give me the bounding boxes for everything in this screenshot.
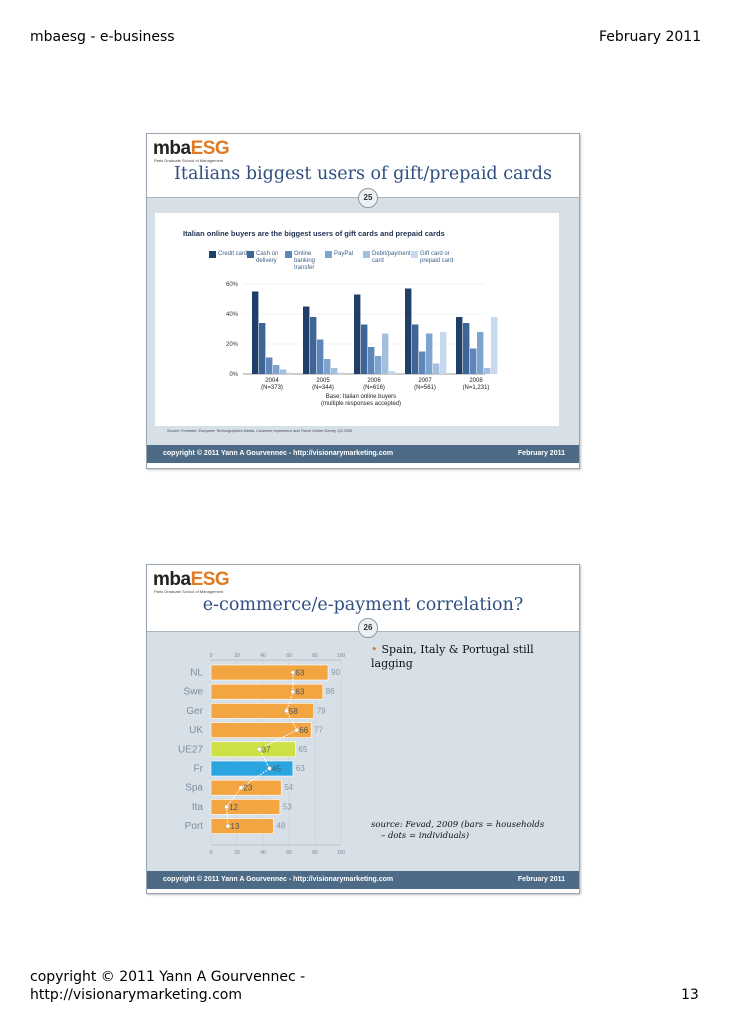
bar-value-label: 53 [282,802,292,812]
slide-title: e-commerce/e-payment correlation? [202,595,524,615]
bar [331,368,337,374]
slide-25 [146,133,580,469]
bar [412,325,418,375]
bar-chart [155,213,559,426]
bar [491,317,497,374]
chart-source: Source: Forrester, European Technographics Media, Customer experience and Travel Online Survey, Q3 2008 [167,429,353,433]
individuals-dot [291,671,295,675]
bar [368,347,374,374]
x-tick-label: 2008 [469,378,483,384]
slide-footer-date: February 2011 [517,876,565,883]
mbaesg-logo [153,569,229,593]
horizontal-bar-chart [147,631,377,871]
slide-footer [147,445,579,463]
x-tick-label: 80 [312,653,318,659]
individuals-dot [239,786,243,790]
x-tick-sublabel: (N=373) [261,385,283,391]
x-tick-label: 40 [260,653,266,659]
legend-label: Cash on delivery [256,251,279,264]
y-tick-label: 20% [225,342,238,348]
page-footer-copyright [30,968,305,1004]
bar [211,819,273,834]
bar-value-label: 86 [325,687,335,697]
bar [375,356,381,374]
category-label: Swe [183,686,203,698]
bullet-text: Spain, Italy & Portugal still lagging [371,643,534,670]
bar [266,358,272,375]
page-header-left: mbaesg - e-business [30,29,175,45]
x-tick-sublabel: (N=616) [363,385,385,391]
dot-value-label: 45 [272,764,281,774]
x-tick-label: 60 [286,653,292,659]
logo-tagline: Paris Graduate School of Management [154,158,224,163]
chart-note: Base: Italian online buyers [325,394,397,400]
legend-label: Gift card or prepaid card [420,251,454,264]
bar [484,368,490,374]
logo-mba: mba [153,569,191,590]
bar [211,665,328,680]
x-tick-label: 20 [234,653,240,659]
x-tick-label: 0 [209,653,213,659]
slide-footer-copyright: copyright © 2011 Yann A Gourvennec - http://visionarymarketing.com [163,876,394,883]
x-tick-sublabel: (N=561) [414,385,436,391]
bar [211,799,280,814]
x-tick-label: 2005 [316,378,330,384]
bar-value-label: 79 [316,706,326,716]
bar [477,332,483,374]
bar [361,325,367,375]
bar [280,370,286,375]
individuals-dot [225,805,229,809]
slide-footer [147,871,579,889]
slide-bullet [371,643,566,671]
legend-label: PayPal [334,251,354,257]
bar [440,332,446,374]
dot-value-label: 58 [288,706,298,716]
bar [470,349,476,375]
chart-panel [155,213,559,426]
source-line-1: source: Fevad, 2009 (bars = households [371,820,545,830]
slide-footer-date: February 2011 [517,450,565,457]
bar [382,334,388,375]
bar [463,323,469,374]
bar [211,703,314,718]
y-tick-label: 60% [225,282,238,288]
category-label: Ger [186,705,203,717]
category-label: UE27 [177,744,203,756]
individuals-dot [257,747,261,751]
x-tick-label: 80 [312,850,318,856]
logo-esg: ESG [190,569,230,590]
dot-value-label: 23 [243,783,253,793]
y-tick-label: 40% [225,312,238,318]
chart-note: (multiple responses accepted) [320,401,402,407]
slide-footer-copyright: copyright © 2011 Yann A Gourvennec - http://visionarymarketing.com [163,450,394,457]
bar [317,340,323,375]
slide-title: Italians biggest users of gift/prepaid cards [174,164,552,184]
category-label: Ita [191,801,203,813]
dot-value-label: 63 [295,668,305,678]
bar [287,373,293,375]
bar [389,371,395,374]
x-tick-label: 100 [336,653,346,659]
bar-value-label: 54 [284,783,294,793]
bullet-icon: • [371,643,378,656]
dot-value-label: 37 [261,745,271,755]
bar [354,295,360,375]
bar [252,292,258,375]
individuals-dot [291,690,295,694]
page-number: 13 [681,987,699,1003]
legend-label: Credit card [218,251,248,257]
category-label: UK [189,725,203,737]
x-tick-label: 2006 [367,378,381,384]
bar [426,334,432,375]
x-tick-sublabel: (N=1,231) [462,385,490,391]
chart-title: Italian online buyers are the biggest users of gift cards and prepaid cards [183,229,445,238]
bar-value-label: 48 [276,821,286,831]
slide-26 [146,564,580,894]
x-tick-label: 20 [234,850,240,856]
y-tick-label: 0% [229,372,238,378]
bar [310,317,316,374]
x-tick-label: 2007 [418,378,432,384]
individuals-dot [284,709,288,713]
bar [433,364,439,375]
bar-value-label: 63 [295,764,305,773]
bar-value-label: 90 [331,668,340,677]
slide-number: 25 [358,188,378,208]
individuals-dot [226,824,230,828]
dot-value-label: 12 [229,802,239,812]
bar-value-label: 65 [298,744,308,754]
logo-esg: ESG [190,138,230,159]
bar [405,289,411,375]
mbaesg-logo [153,138,229,162]
page-header-right: February 2011 [599,29,702,45]
slide-number: 26 [358,618,378,638]
bar [324,359,330,374]
source-line-2: – dots = individuals) [381,831,470,841]
bar [211,742,296,757]
dot-value-label: 13 [230,822,240,832]
legend-label: Online banking transfer [294,251,316,271]
bar [419,352,425,375]
chart-source [371,820,576,842]
logo-tagline: Paris Graduate School of Management [154,589,224,594]
category-label: NL [190,667,203,679]
category-label: Fr [193,763,203,775]
bar [456,317,462,374]
x-tick-label: 100 [336,850,346,856]
individuals-dot [295,728,299,732]
footer-line-1: copyright © 2011 Yann A Gourvennec - [30,969,306,985]
x-tick-label: 40 [260,850,266,856]
bar [211,684,323,699]
logo-mba: mba [153,138,191,159]
category-label: Spa [185,782,203,794]
individuals-dot [268,767,272,771]
category-label: Port [184,821,203,833]
x-tick-sublabel: (N=344) [312,385,334,391]
dot-value-label: 66 [299,726,309,736]
x-tick-label: 2004 [265,378,279,384]
x-tick-label: 0 [209,850,213,856]
bar [273,365,279,374]
bar [338,373,344,375]
bar [303,307,309,375]
footer-line-2: http://visionarymarketing.com [30,987,242,1003]
bar-value-label: 77 [314,725,324,735]
bar [259,323,265,374]
legend-label: Debit/payment card [372,251,411,264]
x-tick-label: 60 [286,850,292,856]
dot-value-label: 63 [295,687,305,697]
